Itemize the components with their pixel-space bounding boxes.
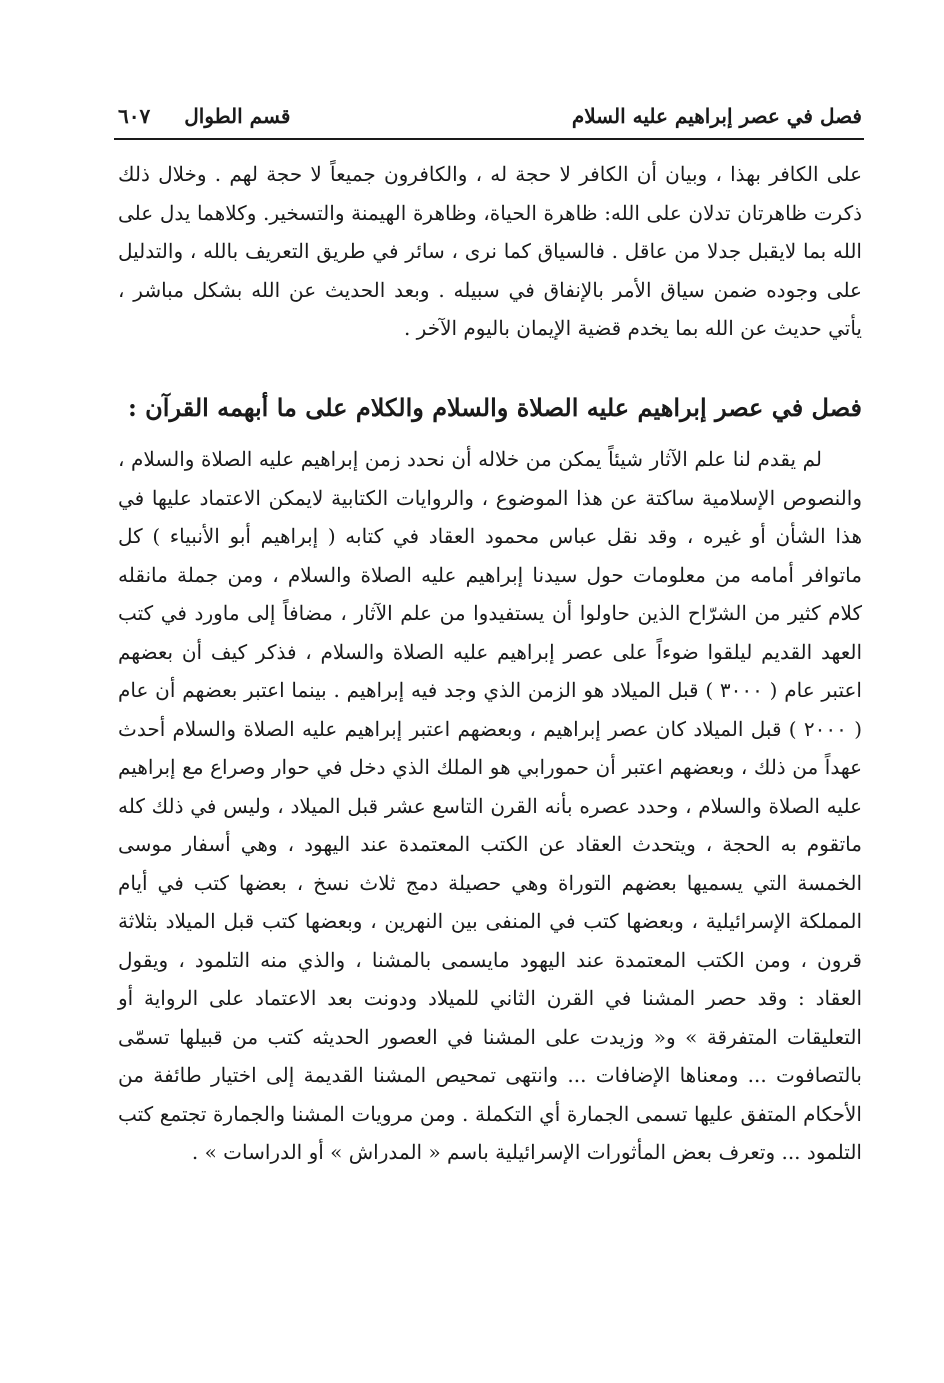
intro-text-block	[118, 155, 862, 348]
section-text-block	[118, 440, 862, 1172]
running-head	[118, 96, 862, 136]
section-paragraph: لم يقدم لنا علم الآثار شيئاً يمكن من خلاله أن نحدد زمن إبراهيم عليه الصلاة والسلام ، والنصوص الإسلامية ساكتة عن هذا الموضوع ، والروايات الكتابية لايمكن الاعتماد عليها في هذا الشأن أو غيره ، وقد نقل عباس محمود العقاد في كتابه ( إبراهيم أبو الأنبياء ) كل ماتوافر أمامه من معلومات حول سيدنا إبراهيم عليه الصلاة والسلام ، ومن جملة مانقله كلام كثير من الشرّاح الذين حاولوا أن يستفيدوا من علم الآثار ، مضافاً إلى ماورد في كتب العهد القديم ليلقوا ضوءاً على عصر إبراهيم عليه الصلاة والسلام ، فذكر كيف أن بعضهم اعتبر عام ( ٣٠٠٠ ) قبل الميلاد هو الزمن الذي وجد فيه إبراهيم . بينما اعتبر بعضهم أن عام ( ٢٠٠٠ ) قبل الميلاد كان عصر إبراهيم ، وبعضهم اعتبر إبراهيم عليه الصلاة والسلام أحدث عهداً من ذلك ، وبعضهم اعتبر أن حمورابي هو الملك الذي دخل في حوار وصراع مع إبراهيم عليه الصلاة والسلام ، وحدد عصره بأنه القرن التاسع عشر قبل الميلاد ، وليس في ذلك كله ماتقوم به الحجة ، ويتحدث العقاد عن الكتب المعتمدة عند اليهود ، وهي أسفار موسى الخمسة التي يسميها بعضهم التوراة وهي حصيلة دمج ثلاث نسخ ، بعضها كتب في أيام المملكة الإسرائيلية ، وبعضها كتب في المنفى بين النهرين ، وبعضها كتب قبل الميلاد بثلاثة قرون ، ومن الكتب المعتمدة عند اليهود مايسمى بالمشنا ، والذي منه التلمود ، ويقول العقاد : وقد حصر المشنا في القرن الثاني للميلاد ودونت بعد الاعتماد على الرواية أو التعليقات المتفرقة » و« وزيدت على المشنا في العصور الحديثه كتب من قبيلها تسمّى بالتصافوت ... ومعناها الإضافات ... وانتهى تمحيص المشنا القديمة إلى اختيار طائفة من الأحكام المتفق عليها تسمى الجمارة أي التكملة . ومن مرويات المشنا والجمارة تجتمع كتب التلمود ... وتعرف بعض المأثورات الإسرائيلية باسم « المدراش » أو الدراسات » .	[118, 447, 862, 1164]
intro-paragraph: على الكافر بهذا ، وبيان أن الكافر لا حجة له ، والكافرون جميعاً لا حجة لهم . وخلال ذلك ذكرت ظاهرتان تدلان على الله: ظاهرة الحياة، وظاهرة الهيمنة والتسخير. وكلاهما يدل على الله بما لايقبل جدلا من عاقل . فالسياق كما نرى ، سائر في طريق التعريف بالله ، والتدليل على وجوده ضمن سياق الأمر بالإنفاق في سبيله . وبعد الحديث عن الله بشكل مباشر ، يأتي حديث عن الله بما يخدم قضية الإيمان باليوم الآخر .	[118, 162, 862, 340]
chapter-title: فصل في عصر إبراهيم عليه السلام	[571, 104, 862, 128]
header-rule	[114, 138, 864, 140]
running-head-left	[118, 104, 290, 128]
page-number: ٦٠٧	[118, 104, 151, 128]
section-name: قسم الطوال	[184, 104, 291, 128]
section-heading: فصل في عصر إبراهيم عليه الصلاة والسلام والكلام على ما أبهمه القرآن :	[127, 393, 862, 422]
